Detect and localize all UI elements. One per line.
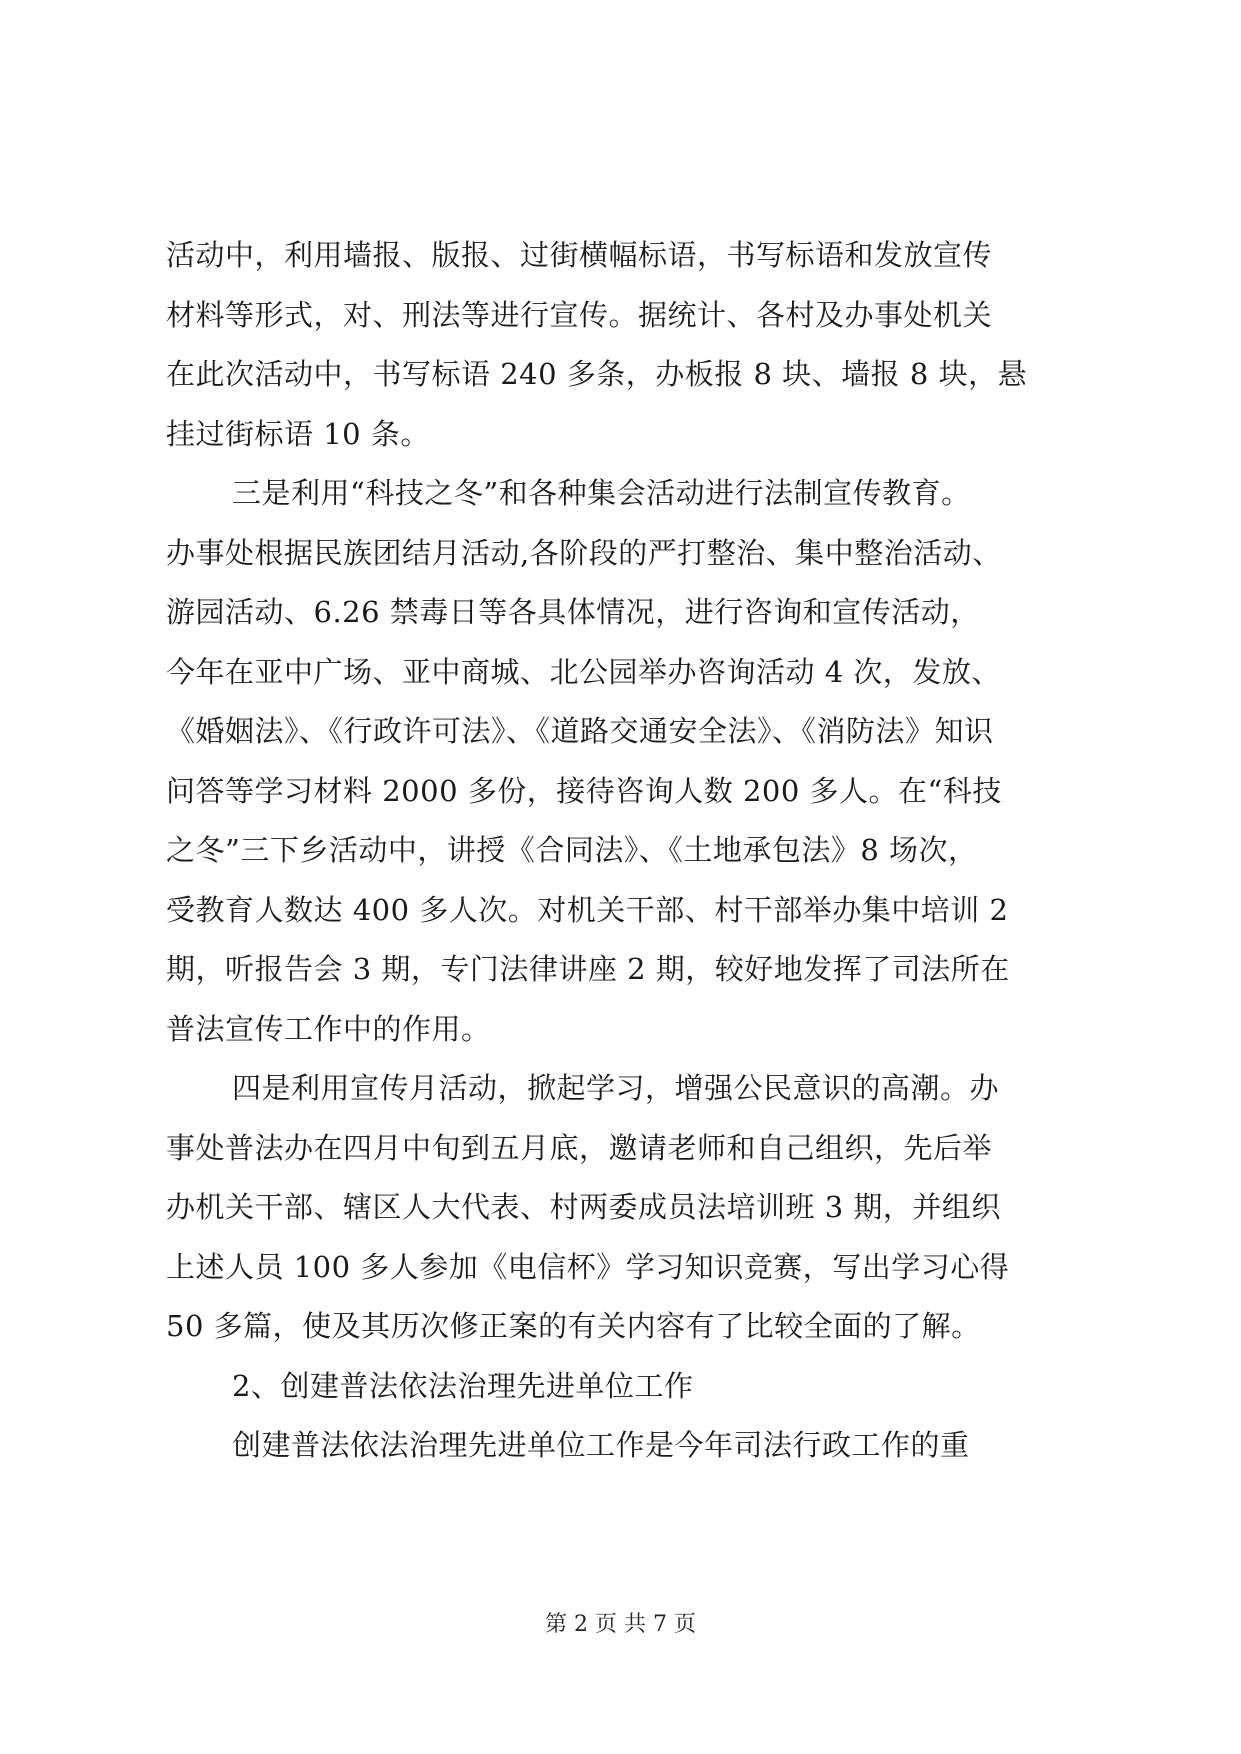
text-line: 之冬”三下乡活动中，讲授《合同法》、《土地承包法》8 场次，	[166, 833, 978, 867]
paragraph-first-line: 四是利用宣传月活动，掀起学习，增强公民意识的高潮。办	[232, 1071, 1000, 1105]
text-line: 50 多篇，使及其历次修正案的有关内容有了比较全面的了解。	[166, 1309, 981, 1343]
text-line: 普法宣传工作中的作用。	[166, 1011, 491, 1046]
text-line: 活动中，利用墙报、版报、过街横幅标语，书写标语和发放宣传	[166, 238, 993, 272]
page-number-footer: 第 2 页 共 7 页	[545, 1612, 696, 1637]
text-line: 期，听报告会 3 期，专门法律讲座 2 期，较好地发挥了司法所在	[166, 952, 1010, 986]
text-line: 办事处根据民族团结月活动,各阶段的严打整治、集中整治活动、	[166, 535, 1002, 570]
text-line: 受教育人数达 400 多人次。对机关干部、村干部举办集中培训 2	[166, 892, 1009, 927]
text-line: 在此次活动中，书写标语 240 多条，办板报 8 块、墙报 8 块，悬	[166, 357, 1028, 391]
paragraph-first-line: 三是利用“科技之冬”和各种集会活动进行法制宣传教育。	[232, 476, 971, 510]
text-line: 办机关干部、辖区人大代表、村两委成员法培训班 3 期，并组织	[166, 1190, 1001, 1224]
document-body	[166, 226, 1096, 1476]
text-line: 游园活动、6.26 禁毒日等各具体情况，进行咨询和宣传活动，	[166, 595, 980, 629]
text-line: 问答等学习材料 2000 多份，接待咨询人数 200 多人。在“科技	[166, 773, 1002, 808]
text-line: 挂过街标语 10 条。	[166, 416, 430, 451]
paragraph-first-line: 创建普法依法治理先进单位工作是今年司法行政工作的重	[232, 1428, 970, 1462]
text-line: 今年在亚中广场、亚中商城、北公园举办咨询活动 4 次，发放、	[166, 654, 1001, 689]
text-line: 上述人员 100 多人参加《电信杯》学习知识竞赛，写出学习心得	[166, 1249, 1010, 1284]
text-line: 材料等形式，对、刑法等进行宣传。据统计、各村及办事处机关	[166, 297, 993, 332]
text-line: 事处普法办在四月中旬到五月底，邀请老师和自己组织，先后举	[166, 1130, 993, 1165]
section-heading: 2、创建普法依法治理先进单位工作	[232, 1368, 694, 1403]
text-line: 《婚姻法》、《行政许可法》、《道路交通安全法》、《消防法》知识	[166, 714, 994, 748]
